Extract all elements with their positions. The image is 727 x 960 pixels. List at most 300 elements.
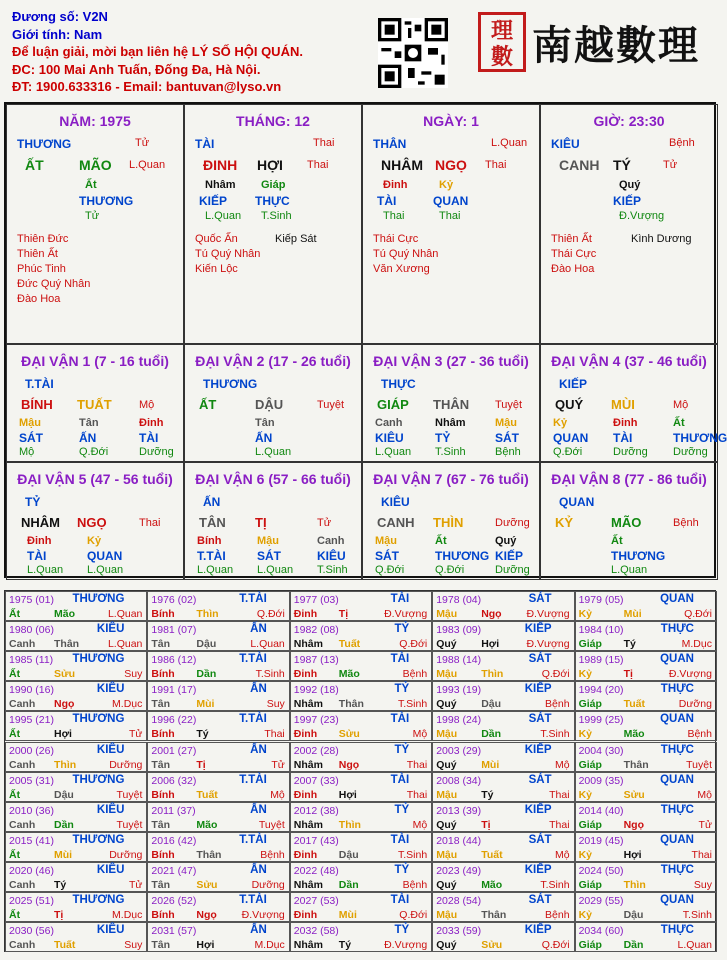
year-stem: Bính xyxy=(151,788,175,801)
year-stem: Đinh xyxy=(293,848,318,861)
year-cell xyxy=(147,621,289,651)
year-stage: Dưỡng xyxy=(251,878,285,891)
year-stem: Quý xyxy=(436,698,457,711)
year-cell xyxy=(147,862,289,892)
star-label: Thiên Ất xyxy=(17,248,58,260)
year-stage: T.Sinh xyxy=(255,668,285,681)
luck-hidden-stage: Q.Đới xyxy=(553,446,583,458)
year-label: 2027 (53) xyxy=(293,895,339,907)
year-stem: Canh xyxy=(9,638,36,651)
pillar-right: L.Quan xyxy=(129,159,166,171)
hidden-god: QUAN xyxy=(433,194,469,208)
year-cell xyxy=(147,772,289,802)
luck-hidden-god: TÀI xyxy=(27,549,47,563)
year-branch: Tý xyxy=(623,638,636,651)
year-cell xyxy=(290,892,432,922)
luck-hidden-stem: Ất xyxy=(435,535,447,547)
year-cell xyxy=(290,681,432,711)
year-label: 2018 (44) xyxy=(436,834,482,847)
year-stem: Nhâm xyxy=(293,758,323,771)
year-branch: Ngọ xyxy=(54,698,75,711)
hidden-stage: Thai xyxy=(383,210,405,222)
year-stem: Kỷ xyxy=(578,909,593,921)
year-god: THƯƠNG xyxy=(72,894,125,906)
year-stem: Bính xyxy=(151,848,175,861)
year-label: 2021 (47) xyxy=(151,864,197,877)
year-label: 2029 (55) xyxy=(578,895,624,907)
luck-hidden-stem: Đinh xyxy=(27,535,52,547)
year-god: TÀI xyxy=(390,773,410,786)
year-cell xyxy=(290,832,432,862)
year-label: 2010 (36) xyxy=(9,804,54,817)
year-branch: Dần xyxy=(623,939,644,952)
year-god: SÁT xyxy=(528,833,552,846)
year-stem: Đinh xyxy=(293,788,318,801)
year-stem: Ất xyxy=(9,668,21,681)
year-stage: Bệnh xyxy=(402,878,428,891)
year-label: 1983 (09) xyxy=(436,624,482,637)
star-label: Thái Cực xyxy=(551,248,597,260)
year-stage: Suy xyxy=(124,939,143,952)
luck-hidden-god: KIẾP xyxy=(495,549,524,563)
pillar-god: THƯƠNG xyxy=(17,137,72,151)
pillar-cell xyxy=(362,104,540,344)
pillar-title: NĂM: 1975 xyxy=(59,113,131,129)
year-cell xyxy=(432,651,574,681)
year-label: 2024 (50) xyxy=(578,864,624,877)
luck-hidden-god: ẤN xyxy=(79,431,97,445)
pillar-stage: Bệnh xyxy=(669,137,695,149)
luck-hidden-stem: Quý xyxy=(495,535,517,547)
luck-stem: GIÁP xyxy=(377,397,409,412)
year-stem: Canh xyxy=(9,698,36,711)
luck-hidden-stem: Mậu xyxy=(375,535,397,547)
year-branch: Hợi xyxy=(338,788,357,801)
luck-stage: Thai xyxy=(139,517,161,529)
year-stem: Mậu xyxy=(436,848,458,861)
pillar-cell xyxy=(6,104,184,344)
year-stem: Quý xyxy=(436,818,457,831)
luck-branch: THÌN xyxy=(433,515,464,530)
luck-hidden-god: THƯƠNG xyxy=(611,549,666,563)
year-branch: Thìn xyxy=(481,668,504,681)
luck-hidden-stem: Canh xyxy=(375,417,403,429)
luck-hidden-god: THƯƠNG xyxy=(673,431,727,445)
year-cell xyxy=(147,742,289,772)
year-branch: Tuất xyxy=(196,788,218,801)
pillar-stage: Thai xyxy=(313,137,335,149)
year-branch: Mùi xyxy=(338,909,357,921)
qr-code-icon xyxy=(378,18,448,88)
year-cell xyxy=(432,591,574,621)
year-cell xyxy=(575,772,717,802)
year-cell xyxy=(432,862,574,892)
pillar-stem: NHÂM xyxy=(381,157,423,173)
year-stem: Giáp xyxy=(578,878,602,891)
year-stage: Thai xyxy=(549,818,570,831)
star-label: Tú Quý Nhân xyxy=(195,248,261,260)
year-cell xyxy=(575,832,717,862)
seal-logo xyxy=(478,12,526,72)
year-label: 2034 (60) xyxy=(578,925,624,938)
year-branch: Thìn xyxy=(623,878,646,891)
year-label: 2000 (26) xyxy=(9,744,54,757)
year-stage: Q.Đới xyxy=(541,939,570,952)
year-branch: Mùi xyxy=(623,608,642,620)
year-label: 1985 (11) xyxy=(9,654,54,667)
year-branch: Dần xyxy=(54,818,74,831)
hidden-stage: Thai xyxy=(439,210,461,222)
year-god: T.TÀI xyxy=(239,894,267,906)
luck-god: QUAN xyxy=(559,495,595,509)
hidden-stem: Kỷ xyxy=(439,179,454,191)
year-label: 2019 (45) xyxy=(578,834,624,847)
year-cell xyxy=(5,742,147,772)
year-stem: Quý xyxy=(436,638,457,651)
year-branch: Tị xyxy=(338,608,349,620)
luck-cell xyxy=(540,462,718,580)
star-label: Đào Hoa xyxy=(17,293,61,305)
luck-branch: TỊ xyxy=(255,515,267,530)
year-stage: Thai xyxy=(406,758,428,771)
year-god: TỶ xyxy=(394,623,410,636)
year-branch: Tý xyxy=(196,728,209,741)
year-label: 2031 (57) xyxy=(151,925,197,938)
year-stem: Ất xyxy=(9,909,21,921)
year-branch: Mùi xyxy=(481,758,500,771)
year-stage: M.Dục xyxy=(681,638,712,651)
year-stem: Canh xyxy=(9,939,36,952)
luck-hidden-stem: Đinh xyxy=(613,417,638,429)
year-cell xyxy=(147,651,289,681)
year-stage: T.Sinh xyxy=(398,848,428,861)
year-god: THƯƠNG xyxy=(72,653,125,666)
year-god: THỰC xyxy=(660,924,694,937)
year-god: QUAN xyxy=(660,773,694,786)
year-branch: Thân xyxy=(338,698,364,711)
year-stage: Thai xyxy=(691,848,712,861)
year-label: 2033 (59) xyxy=(436,925,482,938)
year-god: THỰC xyxy=(660,743,694,756)
year-stage: L.Quan xyxy=(250,638,285,651)
year-stage: Bệnh xyxy=(687,728,712,741)
hidden-stem: Quý xyxy=(619,179,641,191)
year-cell xyxy=(5,591,147,621)
pillar-right: Thai xyxy=(307,159,329,171)
luck-title: ĐẠI VẬN 5 (47 - 56 tuổi) xyxy=(17,471,173,487)
year-branch: Mão xyxy=(481,878,503,891)
year-stem: Tân xyxy=(151,698,171,711)
brand-logo: 南越數理 xyxy=(532,22,700,69)
luck-hidden-god: KIÊU xyxy=(375,431,404,445)
luck-god: ẤN xyxy=(203,495,221,509)
year-branch: Thìn xyxy=(338,818,361,831)
year-god: ẤN xyxy=(250,863,267,876)
year-label: 2028 (54) xyxy=(436,895,482,907)
year-cell xyxy=(290,651,432,681)
hidden-stage: T.Sinh xyxy=(261,210,292,222)
pillar-title: THÁNG: 12 xyxy=(236,113,310,129)
year-stage: M.Dục xyxy=(254,939,285,952)
year-branch: Thân xyxy=(481,909,507,921)
year-god: TỶ xyxy=(394,803,410,816)
year-label: 1993 (19) xyxy=(436,684,482,697)
hidden-god: THỰC xyxy=(255,194,290,208)
luck-title: ĐẠI VẬN 7 (67 - 76 tuổi) xyxy=(373,471,529,487)
year-cell xyxy=(432,772,574,802)
year-cell xyxy=(432,802,574,832)
year-cell xyxy=(575,802,717,832)
year-label: 2025 (51) xyxy=(9,895,54,907)
year-label: 2013 (39) xyxy=(436,804,482,817)
year-branch: Dần xyxy=(196,668,217,681)
luck-hidden-stage: L.Quan xyxy=(87,564,124,576)
year-stem: Mậu xyxy=(436,728,458,741)
year-label: 1984 (10) xyxy=(578,624,624,637)
year-god: KIÊU xyxy=(96,623,125,636)
pillar-right: Tử xyxy=(663,159,678,171)
year-label: 1991 (17) xyxy=(151,684,197,697)
hidden-stem: Giáp xyxy=(261,179,286,191)
year-stage: Bệnh xyxy=(260,848,285,861)
year-stem: Bính xyxy=(151,909,175,921)
star-label: Đức Quý Nhân xyxy=(17,278,91,290)
pillar-cell xyxy=(184,104,362,344)
luck-cell xyxy=(6,462,184,580)
year-stage: Q.Đới xyxy=(541,668,570,681)
year-stem: Mậu xyxy=(436,788,458,801)
year-branch: Hợi xyxy=(481,638,500,651)
year-stage: Đ.Vượng xyxy=(384,939,428,952)
year-label: 1997 (23) xyxy=(293,714,339,727)
year-label: 1976 (02) xyxy=(151,594,197,606)
luck-hidden-stem: Canh xyxy=(317,535,345,547)
luck-hidden-stage: L.Quan xyxy=(257,564,294,576)
year-label: 1980 (06) xyxy=(9,624,54,637)
year-stage: Q.Đới xyxy=(399,909,428,921)
year-branch: Dần xyxy=(338,878,359,891)
year-god: TỶ xyxy=(394,863,410,876)
year-cell xyxy=(147,832,289,862)
year-stem: Tân xyxy=(151,939,171,952)
luck-stage: Mộ xyxy=(139,399,155,411)
luck-stem: QUÝ xyxy=(555,397,584,412)
year-branch: Tuất xyxy=(623,698,645,711)
luck-cell xyxy=(6,344,184,462)
year-stem: Đinh xyxy=(293,608,318,620)
luck-branch: THÂN xyxy=(433,397,470,412)
year-stem: Kỷ xyxy=(578,848,593,861)
gender: Giới tính: Nam xyxy=(12,26,103,42)
luck-hidden-god: SÁT xyxy=(375,549,399,563)
year-god: KIẾP xyxy=(524,803,552,816)
year-cell xyxy=(5,651,147,681)
year-stage: L.Quan xyxy=(107,638,143,651)
year-label: 2002 (28) xyxy=(293,744,339,757)
year-stage: Đ.Vượng xyxy=(526,608,570,620)
year-cell xyxy=(575,892,717,922)
luck-hidden-stage: T.Sinh xyxy=(435,446,466,458)
hidden-stage: L.Quan xyxy=(205,210,242,222)
star-label: Tú Quý Nhân xyxy=(373,248,439,260)
year-cell xyxy=(5,772,147,802)
luck-stem: BÍNH xyxy=(21,397,53,412)
year-label: 2005 (31) xyxy=(9,774,54,787)
year-god: THƯƠNG xyxy=(72,593,125,605)
year-cell xyxy=(432,621,574,651)
year-stem: Ất xyxy=(9,788,21,801)
year-stem: Ất xyxy=(9,608,21,620)
year-cell xyxy=(575,591,717,621)
luck-hidden-stage: L.Quan xyxy=(197,564,234,576)
year-stage: M.Dục xyxy=(112,698,143,711)
year-god: SÁT xyxy=(528,773,552,786)
year-cell xyxy=(5,681,147,711)
luck-title: ĐẠI VẬN 2 (17 - 26 tuổi) xyxy=(195,353,351,369)
year-stage: Đ.Vượng xyxy=(526,638,570,651)
luck-hidden-god: T.TÀI xyxy=(197,549,226,563)
year-branch: Tý xyxy=(54,878,67,891)
seal-text: 理數 xyxy=(490,18,513,70)
luck-hidden-god: KIÊU xyxy=(317,549,346,563)
owner-name: Đương số: V2N xyxy=(12,9,108,24)
year-stem: Giáp xyxy=(578,939,602,952)
year-cell xyxy=(575,621,717,651)
year-label: 1981 (07) xyxy=(151,624,197,637)
year-label: 2004 (30) xyxy=(578,744,624,757)
luck-hidden-stem: Kỷ xyxy=(87,535,102,547)
year-label: 2017 (43) xyxy=(293,834,339,847)
year-branch: Sửu xyxy=(623,788,645,801)
year-stage: T.Sinh xyxy=(540,878,570,891)
year-cell xyxy=(432,742,574,772)
luck-god: THƯƠNG xyxy=(203,377,258,391)
year-cell xyxy=(147,922,289,952)
luck-hidden-stage: T.Sinh xyxy=(317,564,348,576)
star-label: Quốc Ấn xyxy=(195,233,238,245)
year-cell xyxy=(432,711,574,741)
year-label: 2011 (37) xyxy=(151,804,196,817)
year-label: 2009 (35) xyxy=(578,774,624,787)
pillar-branch: NGỌ xyxy=(435,157,467,173)
year-cell xyxy=(432,681,574,711)
year-stem: Nhâm xyxy=(293,939,323,952)
year-branch: Ngọ xyxy=(481,608,502,620)
contact-line: Để luận giải, mời bạn liên hệ LÝ SỐ HỘI QUÁN. xyxy=(12,44,303,59)
year-god: SÁT xyxy=(528,593,552,605)
year-cell xyxy=(290,802,432,832)
year-god: KIẾP xyxy=(524,683,552,696)
year-stage: Mộ xyxy=(554,848,570,861)
luck-stage: Dưỡng xyxy=(495,517,530,529)
luck-hidden-stage: L.Quan xyxy=(375,446,412,458)
year-cell xyxy=(432,922,574,952)
year-label: 1999 (25) xyxy=(578,714,624,727)
year-god: THƯƠNG xyxy=(72,773,125,786)
luck-stage: Tuyệt xyxy=(495,399,523,411)
year-label: 2008 (34) xyxy=(436,774,482,787)
luck-title: ĐẠI VẬN 8 (77 - 86 tuổi) xyxy=(551,471,707,487)
year-god: TỶ xyxy=(394,924,410,937)
hidden-stem: Đinh xyxy=(383,179,408,191)
year-god: SÁT xyxy=(528,713,552,726)
year-stem: Tân xyxy=(151,878,171,891)
year-stage: L.Quan xyxy=(677,939,712,952)
luck-branch: MÃO xyxy=(611,515,642,530)
year-label: 2012 (38) xyxy=(293,804,339,817)
luck-branch: DẬU xyxy=(255,397,284,412)
year-cell xyxy=(147,892,289,922)
year-branch: Dần xyxy=(481,728,502,741)
year-god: KIẾP xyxy=(524,924,552,937)
year-branch: Tị xyxy=(196,758,206,771)
year-branch: Dậu xyxy=(338,848,359,861)
pillar-title: NGÀY: 1 xyxy=(423,113,479,129)
luck-god: T.TÀI xyxy=(25,377,54,391)
year-stem: Giáp xyxy=(578,758,602,771)
year-label: 1994 (20) xyxy=(578,684,624,697)
year-label: 1995 (21) xyxy=(9,714,54,727)
year-stem: Mậu xyxy=(436,909,458,921)
hidden-god: KIẾP xyxy=(199,194,228,208)
year-branch: Hợi xyxy=(54,728,72,741)
year-stem: Giáp xyxy=(578,698,602,711)
year-stem: Ất xyxy=(9,728,21,741)
luck-stem: ẤT xyxy=(199,397,217,412)
year-cell xyxy=(575,711,717,741)
luck-hidden-stem: Tân xyxy=(79,417,99,429)
year-god: KIÊU xyxy=(96,803,125,816)
year-stage: Q.Đới xyxy=(684,608,712,620)
year-label: 1992 (18) xyxy=(293,684,339,697)
luck-hidden-stage: Dưỡng xyxy=(613,446,648,458)
year-stage: T.Sinh xyxy=(398,698,428,711)
luck-stem: NHÂM xyxy=(21,515,60,530)
hidden-god: TÀI xyxy=(377,194,397,208)
luck-hidden-stem: Mậu xyxy=(257,535,279,547)
star-label: Phúc Tinh xyxy=(17,263,66,275)
year-god: QUAN xyxy=(660,894,694,906)
year-label: 1996 (22) xyxy=(151,714,197,727)
luck-hidden-god: SÁT xyxy=(19,431,43,445)
luck-god: TỶ xyxy=(25,495,41,509)
year-stem: Nhâm xyxy=(293,878,323,891)
luck-hidden-god: TỶ xyxy=(435,431,451,445)
year-stage: Dưỡng xyxy=(109,758,143,771)
year-cell xyxy=(575,922,717,952)
year-stage: Bệnh xyxy=(402,668,428,681)
year-stem: Nhâm xyxy=(293,638,323,651)
luck-hidden-stem: Mậu xyxy=(19,417,41,429)
year-god: THƯƠNG xyxy=(72,713,125,726)
year-god: TÀI xyxy=(390,894,410,906)
luck-hidden-stem: Kỷ xyxy=(553,417,568,429)
year-stem: Kỷ xyxy=(578,668,593,681)
year-stem: Đinh xyxy=(293,909,318,921)
luck-hidden-stem: Đinh xyxy=(139,417,164,429)
year-stem: Tân xyxy=(151,638,171,651)
year-stage: Dưỡng xyxy=(678,698,712,711)
year-cell xyxy=(290,591,432,621)
luck-hidden-god: ẤN xyxy=(255,431,273,445)
year-label: 2020 (46) xyxy=(9,864,54,877)
year-god: T.TÀI xyxy=(239,713,267,726)
year-stem: Canh xyxy=(9,818,36,831)
year-cell xyxy=(290,772,432,802)
year-god: QUAN xyxy=(660,653,694,666)
header-info xyxy=(12,8,352,98)
year-branch: Tị xyxy=(54,909,64,921)
